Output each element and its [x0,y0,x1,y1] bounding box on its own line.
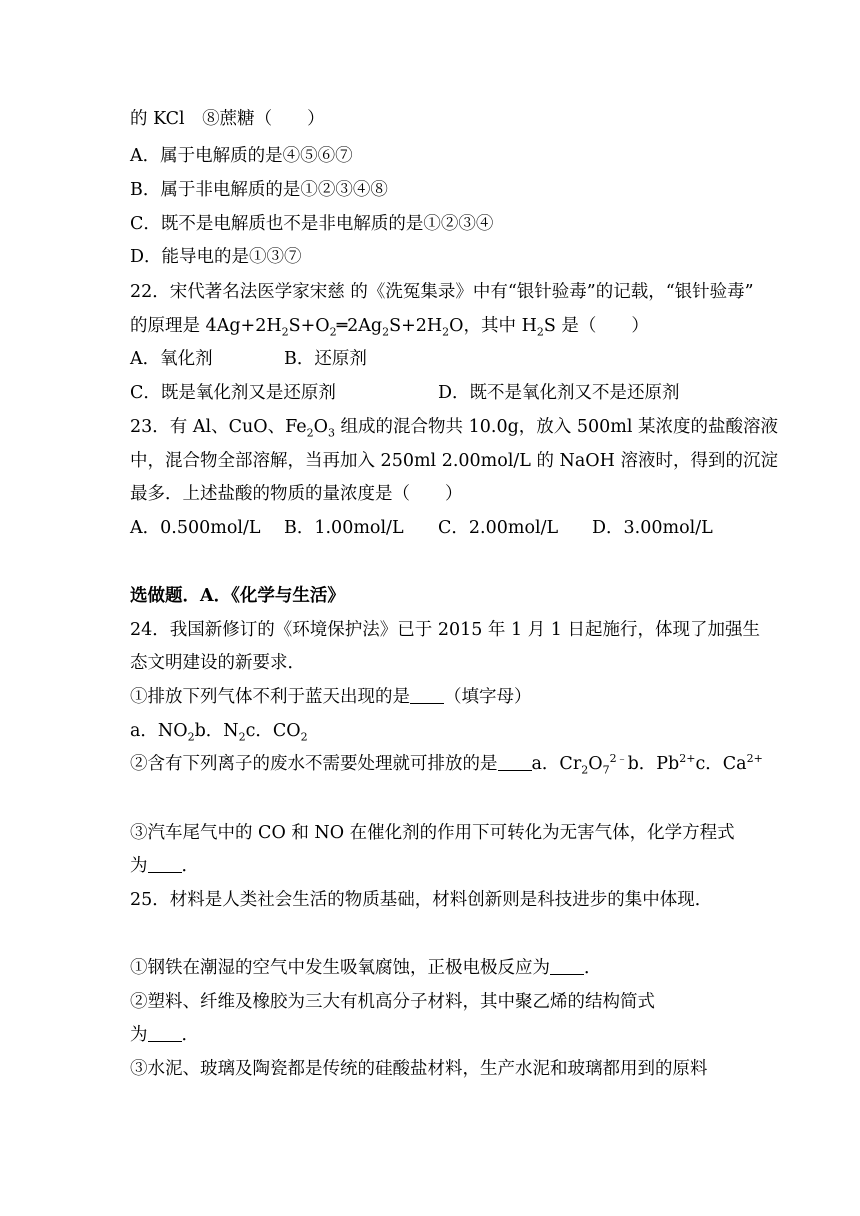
q22-options-ab: A．氧化剂 B．还原剂 [130,349,367,369]
q24-stem-line2: 态文明建设的新要求． [130,653,305,673]
answer-blank [148,1025,182,1042]
q25-part2: ②塑料、纤维及橡胶为三大有机高分子材料，其中聚乙烯的结构简式 [130,992,655,1012]
q22-stem-line1: 22．宋代著名法医学家宋慈 的《洗冤集录》中有“银针验毒”的记载，“银针验毒” [130,282,754,302]
q23-stem-line3: 最多．上述盐酸的物质的量浓度是（ ） [130,484,463,504]
q24-part2: ②含有下列离子的废水不需要处理就可排放的是 a．$Cr_2O_7^{2﹣}b$．$Pb^{2+}c$．$Ca^{2+}$ [130,752,763,777]
q25-part2-answer: 为 ． [130,1025,199,1045]
q24-stem-line1: 24．我国新修订的《环境保护法》已于 2015 年 1 月 1 日起施行，体现了加强生 [130,620,760,640]
q23-options: A．0.500mol/L B．1.00mol/L C．2.00mol/L D．3.00mol/L [130,518,713,538]
answer-blank [498,754,532,771]
q21-option-d: D．能导电的是①③⑦ [130,247,302,267]
answer-blank [550,958,584,975]
answer-blank [148,856,182,873]
q23-stem-line1: 23．有 Al、CuO、$Fe_2O_3$ 组成的混合物共 10.0g，放入 500ml 某浓度的盐酸溶液 [130,417,778,440]
q22-options-cd: C．既是氧化剂又是还原剂 D．既不是氧化剂又不是还原剂 [130,383,680,403]
q23-stem-line2: 中，混合物全部溶解，当再加入 250ml 2.00mol/L 的 NaOH 溶液时，得到的沉淀 [130,451,778,471]
q21-option-a: A．属于电解质的是④⑤⑥⑦ [130,146,353,166]
q24-part1: ①排放下列气体不利于蓝天出现的是 （填字母） [130,687,532,707]
q25-stem: 25．材料是人类社会生活的物质基础，材料创新则是科技进步的集中体现． [130,890,713,910]
q21-tail-line: 的 KCl ⑧蔗糖（ ） [130,109,325,129]
section-heading: 选做题．A．《化学与生活》 [130,586,345,606]
answer-blank [410,687,444,704]
q24-part1-options: a．$NO_2b$．$N_2c$．$CO_2$ [130,721,308,744]
q21-option-b: B．属于非电解质的是①②③④⑧ [130,180,388,200]
q24-part3: ③汽车尾气中的 CO 和 NO 在催化剂的作用下可转化为无害气体，化学方程式 [130,823,735,843]
q25-part3: ③水泥、玻璃及陶瓷都是传统的硅酸盐材料，生产水泥和玻璃都用到的原料 [130,1059,708,1079]
q24-part3-answer: 为 ． [130,856,199,876]
q21-option-c: C．既不是电解质也不是非电解质的是①②③④ [130,214,494,234]
q25-part1: ①钢铁在潮湿的空气中发生吸氧腐蚀，正极电极反应为 ． [130,958,602,978]
q22-stem-line2: 的原理是 $4Ag+2H_2S+O_2═2Ag_2S+2H_2O$，其中 $H_2S$ 是（ ） [130,316,649,339]
